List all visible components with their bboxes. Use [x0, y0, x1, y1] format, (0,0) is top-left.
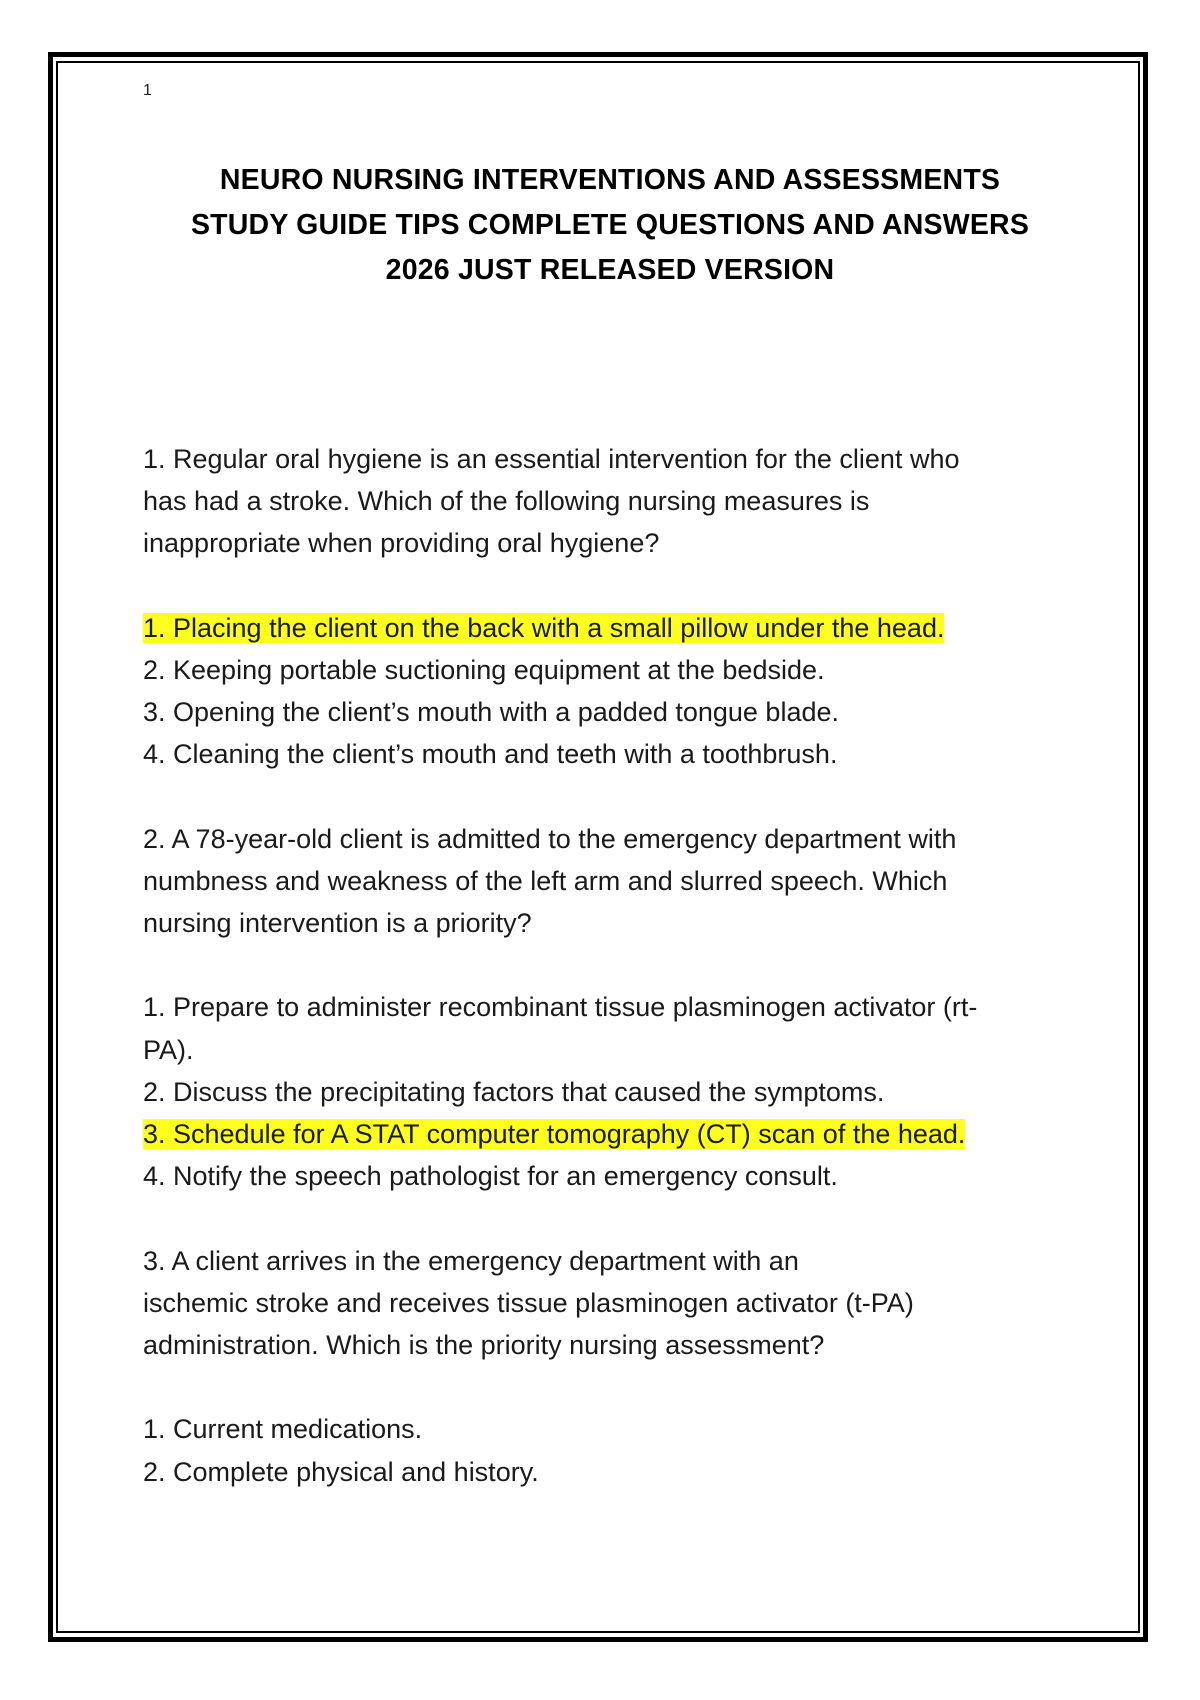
question-stem-line: 1. Regular oral hygiene is an essential intervention for the client who: [143, 444, 960, 474]
highlighted-answer: 3. Schedule for A STAT computer tomography (CT) scan of the head.: [143, 1119, 966, 1149]
questions-body: [143, 438, 1073, 1493]
answer-option: 1. Current medications.: [143, 1414, 423, 1445]
title-line-2: STUDY GUIDE TIPS COMPLETE QUESTIONS AND ANSWERS: [190, 209, 1030, 241]
question-stem-line: 3. A client arrives in the emergency department with an: [143, 1245, 799, 1276]
question-stem-line: 2. A 78-year-old client is admitted to the emergency department with: [143, 823, 957, 854]
question-stem-line: ischemic stroke and receives tissue plasminogen activator (t-PA): [143, 1287, 914, 1318]
answer-option-correct: [143, 1113, 1073, 1155]
answer-option: 3. Opening the client’s mouth with a padded tongue blade.: [143, 697, 840, 728]
answer-option-correct: [143, 607, 1073, 649]
question-2: [143, 818, 1073, 1198]
answer-option: 1. Prepare to administer recombinant tissue plasminogen activator (rt-: [143, 992, 978, 1023]
title-line-1: NEURO NURSING INTERVENTIONS AND ASSESSMENTS: [219, 164, 1001, 196]
title-line-3: 2026 JUST RELEASED VERSION: [385, 254, 835, 286]
question-stem-line: nursing intervention is a priority?: [143, 908, 532, 939]
highlighted-answer: 1. Placing the client on the back with a small pillow under the head.: [143, 612, 945, 643]
question-stem-line: inappropriate when providing oral hygiene?: [143, 528, 660, 559]
answer-option: 4. Cleaning the client’s mouth and teeth with a toothbrush.: [143, 739, 838, 770]
question-1: [143, 438, 1073, 776]
question-stem-line: has had a stroke. Which of the following nursing measures is: [143, 486, 870, 517]
answer-option: 4. Notify the speech pathologist for an emergency consult.: [143, 1161, 838, 1192]
question-3: [143, 1240, 1073, 1493]
question-stem-line: numbness and weakness of the left arm and slurred speech. Which: [143, 865, 948, 896]
answer-option: 2. Keeping portable suctioning equipment at the bedside.: [143, 654, 825, 685]
answer-option: 2. Complete physical and history.: [143, 1456, 539, 1487]
page-number: 1: [143, 82, 152, 99]
document-title: [120, 158, 1100, 293]
answer-option: 2. Discuss the precipitating factors that caused the symptoms.: [143, 1076, 885, 1107]
question-stem-line: administration. Which is the priority nursing assessment?: [143, 1329, 825, 1360]
answer-option-continued: PA).: [143, 1034, 194, 1065]
